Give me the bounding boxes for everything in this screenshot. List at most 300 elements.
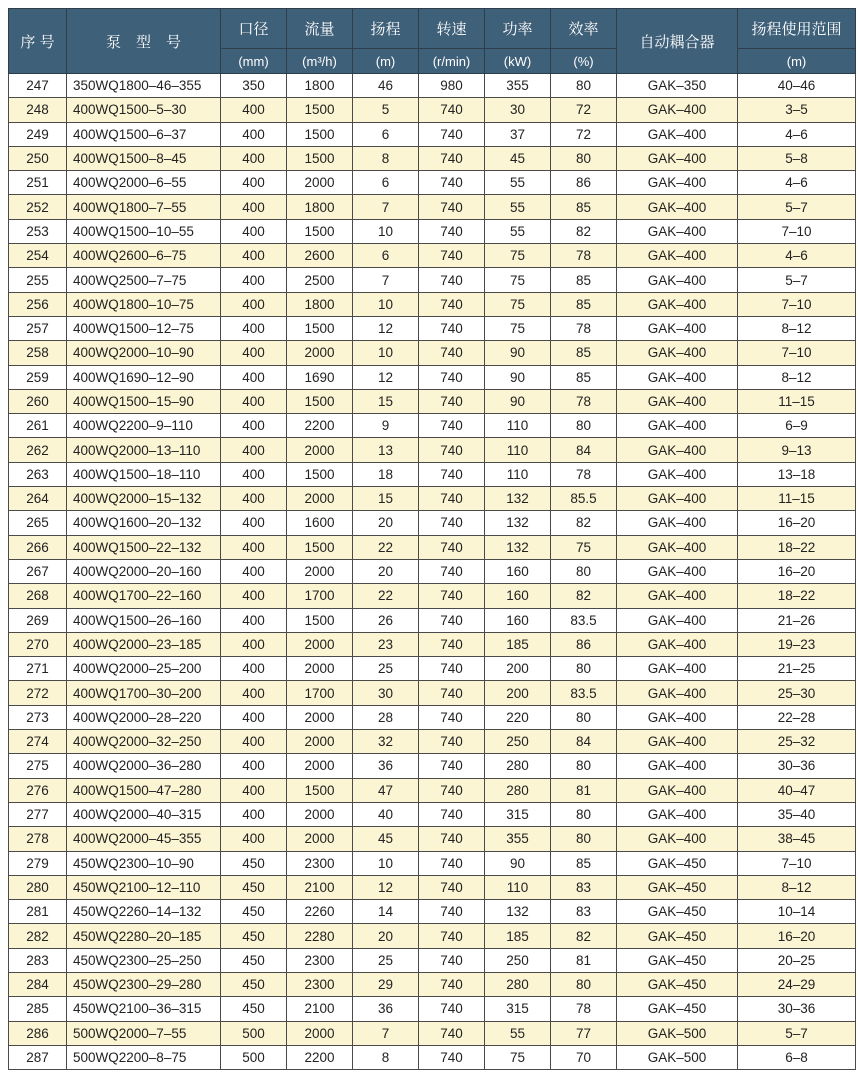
table-row (9, 657, 856, 681)
cell-seq: 255 (9, 268, 67, 292)
cell-speed: 740 (419, 972, 485, 996)
cell-efficiency: 85 (551, 292, 617, 316)
cell-flow: 1500 (287, 389, 353, 413)
cell-efficiency: 78 (551, 997, 617, 1021)
cell-speed: 740 (419, 657, 485, 681)
cell-seq: 277 (9, 802, 67, 826)
cell-flow: 2000 (287, 171, 353, 195)
cell-efficiency: 80 (551, 414, 617, 438)
header-efficiency: 效率 (551, 9, 617, 49)
cell-head: 7 (353, 1021, 419, 1045)
cell-efficiency: 84 (551, 438, 617, 462)
table-row (9, 535, 856, 559)
cell-head: 12 (353, 365, 419, 389)
cell-power: 90 (485, 851, 551, 875)
cell-power: 55 (485, 219, 551, 243)
table-row (9, 1045, 856, 1069)
cell-diameter: 400 (221, 535, 287, 559)
cell-speed: 740 (419, 1045, 485, 1069)
cell-seq: 262 (9, 438, 67, 462)
cell-power: 132 (485, 511, 551, 535)
table-row (9, 948, 856, 972)
cell-power: 160 (485, 559, 551, 583)
cell-diameter: 400 (221, 730, 287, 754)
cell-head: 47 (353, 778, 419, 802)
cell-head-range: 5–8 (738, 146, 856, 170)
cell-seq: 265 (9, 511, 67, 535)
table-row (9, 292, 856, 316)
unit-efficiency: (%) (551, 49, 617, 74)
cell-speed: 740 (419, 122, 485, 146)
cell-model: 400WQ1500–18–110 (67, 462, 221, 486)
cell-efficiency: 80 (551, 827, 617, 851)
cell-efficiency: 80 (551, 754, 617, 778)
cell-power: 250 (485, 730, 551, 754)
cell-model: 400WQ1700–22–160 (67, 584, 221, 608)
cell-speed: 740 (419, 487, 485, 511)
cell-efficiency: 80 (551, 559, 617, 583)
cell-seq: 284 (9, 972, 67, 996)
cell-flow: 1500 (287, 462, 353, 486)
cell-power: 110 (485, 438, 551, 462)
cell-power: 110 (485, 414, 551, 438)
cell-head: 26 (353, 608, 419, 632)
cell-power: 75 (485, 244, 551, 268)
cell-flow: 1500 (287, 778, 353, 802)
cell-flow: 1500 (287, 98, 353, 122)
cell-power: 90 (485, 365, 551, 389)
cell-diameter: 400 (221, 316, 287, 340)
cell-speed: 740 (419, 875, 485, 899)
cell-seq: 273 (9, 705, 67, 729)
cell-head-range: 4–6 (738, 122, 856, 146)
cell-speed: 740 (419, 705, 485, 729)
cell-model: 400WQ2200–9–110 (67, 414, 221, 438)
cell-model: 350WQ1800–46–355 (67, 74, 221, 98)
cell-coupler: GAK–400 (617, 535, 738, 559)
cell-flow: 2000 (287, 632, 353, 656)
cell-coupler: GAK–400 (617, 632, 738, 656)
cell-efficiency: 78 (551, 316, 617, 340)
header-flow: 流量 (287, 9, 353, 49)
cell-seq: 264 (9, 487, 67, 511)
cell-efficiency: 84 (551, 730, 617, 754)
cell-head: 30 (353, 681, 419, 705)
cell-seq: 250 (9, 146, 67, 170)
cell-coupler: GAK–400 (617, 244, 738, 268)
cell-speed: 740 (419, 244, 485, 268)
cell-seq: 275 (9, 754, 67, 778)
cell-coupler: GAK–400 (617, 462, 738, 486)
cell-speed: 740 (419, 632, 485, 656)
cell-head-range: 13–18 (738, 462, 856, 486)
cell-speed: 740 (419, 389, 485, 413)
cell-flow: 2300 (287, 972, 353, 996)
cell-flow: 1500 (287, 535, 353, 559)
cell-head-range: 4–6 (738, 171, 856, 195)
cell-seq: 258 (9, 341, 67, 365)
cell-coupler: GAK–400 (617, 389, 738, 413)
cell-head: 6 (353, 244, 419, 268)
cell-speed: 740 (419, 997, 485, 1021)
cell-power: 75 (485, 1045, 551, 1069)
cell-efficiency: 82 (551, 924, 617, 948)
cell-coupler: GAK–400 (617, 98, 738, 122)
cell-head: 10 (353, 851, 419, 875)
cell-speed: 740 (419, 462, 485, 486)
cell-flow: 1700 (287, 584, 353, 608)
cell-model: 400WQ1500–26–160 (67, 608, 221, 632)
cell-diameter: 450 (221, 972, 287, 996)
cell-seq: 249 (9, 122, 67, 146)
cell-flow: 2300 (287, 851, 353, 875)
cell-speed: 740 (419, 827, 485, 851)
cell-head: 40 (353, 802, 419, 826)
cell-model: 400WQ1500–15–90 (67, 389, 221, 413)
cell-flow: 2200 (287, 1045, 353, 1069)
cell-model: 400WQ1690–12–90 (67, 365, 221, 389)
cell-flow: 1690 (287, 365, 353, 389)
cell-coupler: GAK–500 (617, 1045, 738, 1069)
cell-diameter: 400 (221, 584, 287, 608)
cell-model: 400WQ2000–15–132 (67, 487, 221, 511)
cell-speed: 740 (419, 195, 485, 219)
cell-head: 13 (353, 438, 419, 462)
cell-coupler: GAK–500 (617, 1021, 738, 1045)
cell-head-range: 8–12 (738, 365, 856, 389)
cell-efficiency: 83 (551, 900, 617, 924)
cell-efficiency: 85 (551, 268, 617, 292)
cell-head: 22 (353, 584, 419, 608)
cell-model: 500WQ2200–8–75 (67, 1045, 221, 1069)
cell-flow: 1800 (287, 195, 353, 219)
cell-head-range: 24–29 (738, 972, 856, 996)
table-row (9, 146, 856, 170)
cell-coupler: GAK–450 (617, 924, 738, 948)
cell-coupler: GAK–400 (617, 705, 738, 729)
cell-speed: 740 (419, 802, 485, 826)
cell-diameter: 400 (221, 389, 287, 413)
cell-flow: 2500 (287, 268, 353, 292)
cell-power: 200 (485, 681, 551, 705)
cell-speed: 740 (419, 608, 485, 632)
cell-model: 400WQ2000–25–200 (67, 657, 221, 681)
table-row (9, 632, 856, 656)
cell-power: 132 (485, 900, 551, 924)
cell-power: 220 (485, 705, 551, 729)
cell-speed: 740 (419, 438, 485, 462)
cell-power: 75 (485, 268, 551, 292)
cell-head: 29 (353, 972, 419, 996)
cell-head: 32 (353, 730, 419, 754)
cell-model: 450WQ2280–20–185 (67, 924, 221, 948)
cell-diameter: 400 (221, 657, 287, 681)
cell-head-range: 19–23 (738, 632, 856, 656)
table-row (9, 219, 856, 243)
cell-seq: 279 (9, 851, 67, 875)
cell-power: 280 (485, 754, 551, 778)
cell-speed: 740 (419, 171, 485, 195)
cell-diameter: 450 (221, 997, 287, 1021)
header-coupler: 自动耦合器 (617, 9, 738, 74)
cell-model: 400WQ1800–10–75 (67, 292, 221, 316)
cell-power: 45 (485, 146, 551, 170)
cell-seq: 256 (9, 292, 67, 316)
cell-diameter: 500 (221, 1045, 287, 1069)
cell-coupler: GAK–400 (617, 827, 738, 851)
cell-head: 22 (353, 535, 419, 559)
cell-seq: 285 (9, 997, 67, 1021)
cell-seq: 252 (9, 195, 67, 219)
cell-diameter: 400 (221, 268, 287, 292)
cell-diameter: 400 (221, 365, 287, 389)
cell-coupler: GAK–400 (617, 778, 738, 802)
cell-efficiency: 83.5 (551, 608, 617, 632)
cell-head: 14 (353, 900, 419, 924)
cell-head-range: 20–25 (738, 948, 856, 972)
cell-power: 315 (485, 802, 551, 826)
cell-efficiency: 81 (551, 778, 617, 802)
cell-flow: 2000 (287, 802, 353, 826)
cell-model: 500WQ2000–7–55 (67, 1021, 221, 1045)
cell-power: 37 (485, 122, 551, 146)
cell-head: 5 (353, 98, 419, 122)
cell-head: 36 (353, 997, 419, 1021)
cell-head: 25 (353, 948, 419, 972)
cell-speed: 740 (419, 414, 485, 438)
cell-head-range: 30–36 (738, 997, 856, 1021)
cell-model: 400WQ1600–20–132 (67, 511, 221, 535)
cell-head: 10 (353, 292, 419, 316)
unit-diameter: (mm) (221, 49, 287, 74)
cell-power: 132 (485, 535, 551, 559)
cell-flow: 2100 (287, 997, 353, 1021)
table-row (9, 487, 856, 511)
cell-efficiency: 80 (551, 705, 617, 729)
cell-head-range: 6–8 (738, 1045, 856, 1069)
header-diameter: 口径 (221, 9, 287, 49)
cell-head: 36 (353, 754, 419, 778)
cell-diameter: 400 (221, 414, 287, 438)
cell-flow: 2000 (287, 438, 353, 462)
cell-head: 25 (353, 657, 419, 681)
cell-coupler: GAK–400 (617, 292, 738, 316)
cell-flow: 2000 (287, 1021, 353, 1045)
cell-seq: 251 (9, 171, 67, 195)
cell-efficiency: 82 (551, 511, 617, 535)
table-row (9, 778, 856, 802)
cell-seq: 271 (9, 657, 67, 681)
cell-head-range: 3–5 (738, 98, 856, 122)
cell-speed: 740 (419, 559, 485, 583)
cell-efficiency: 80 (551, 802, 617, 826)
cell-efficiency: 81 (551, 948, 617, 972)
cell-seq: 278 (9, 827, 67, 851)
table-row (9, 584, 856, 608)
unit-head: (m) (353, 49, 419, 74)
cell-seq: 270 (9, 632, 67, 656)
cell-diameter: 400 (221, 632, 287, 656)
cell-power: 30 (485, 98, 551, 122)
cell-diameter: 400 (221, 778, 287, 802)
cell-model: 400WQ2000–6–55 (67, 171, 221, 195)
cell-flow: 2000 (287, 657, 353, 681)
cell-speed: 740 (419, 948, 485, 972)
cell-efficiency: 72 (551, 122, 617, 146)
cell-speed: 740 (419, 292, 485, 316)
cell-head-range: 11–15 (738, 487, 856, 511)
cell-head-range: 11–15 (738, 389, 856, 413)
table-row (9, 438, 856, 462)
cell-speed: 740 (419, 535, 485, 559)
table-row (9, 875, 856, 899)
cell-flow: 2000 (287, 487, 353, 511)
cell-speed: 740 (419, 365, 485, 389)
cell-coupler: GAK–450 (617, 948, 738, 972)
cell-head-range: 40–46 (738, 74, 856, 98)
cell-diameter: 400 (221, 171, 287, 195)
cell-efficiency: 85 (551, 341, 617, 365)
cell-diameter: 500 (221, 1021, 287, 1045)
table-row (9, 1021, 856, 1045)
cell-head: 6 (353, 122, 419, 146)
table-row (9, 462, 856, 486)
cell-power: 132 (485, 487, 551, 511)
cell-coupler: GAK–400 (617, 146, 738, 170)
cell-head-range: 7–10 (738, 219, 856, 243)
cell-model: 400WQ2000–45–355 (67, 827, 221, 851)
cell-speed: 740 (419, 754, 485, 778)
cell-diameter: 400 (221, 511, 287, 535)
cell-seq: 259 (9, 365, 67, 389)
cell-flow: 2100 (287, 875, 353, 899)
cell-power: 185 (485, 632, 551, 656)
cell-coupler: GAK–400 (617, 657, 738, 681)
cell-head-range: 7–10 (738, 292, 856, 316)
cell-head-range: 16–20 (738, 511, 856, 535)
cell-head: 23 (353, 632, 419, 656)
cell-head-range: 7–10 (738, 341, 856, 365)
cell-seq: 269 (9, 608, 67, 632)
cell-head-range: 9–13 (738, 438, 856, 462)
cell-efficiency: 78 (551, 462, 617, 486)
cell-diameter: 400 (221, 559, 287, 583)
cell-flow: 1500 (287, 122, 353, 146)
cell-efficiency: 70 (551, 1045, 617, 1069)
cell-diameter: 400 (221, 219, 287, 243)
cell-seq: 253 (9, 219, 67, 243)
cell-model: 450WQ2100–36–315 (67, 997, 221, 1021)
cell-model: 400WQ2000–13–110 (67, 438, 221, 462)
cell-diameter: 400 (221, 98, 287, 122)
cell-model: 450WQ2260–14–132 (67, 900, 221, 924)
cell-speed: 740 (419, 681, 485, 705)
cell-model: 450WQ2300–29–280 (67, 972, 221, 996)
cell-coupler: GAK–400 (617, 195, 738, 219)
cell-head: 8 (353, 146, 419, 170)
cell-seq: 276 (9, 778, 67, 802)
cell-coupler: GAK–400 (617, 438, 738, 462)
cell-flow: 2260 (287, 900, 353, 924)
table-row (9, 730, 856, 754)
cell-efficiency: 83.5 (551, 681, 617, 705)
cell-flow: 1700 (287, 681, 353, 705)
cell-model: 400WQ1500–12–75 (67, 316, 221, 340)
cell-speed: 740 (419, 316, 485, 340)
cell-coupler: GAK–450 (617, 851, 738, 875)
cell-diameter: 400 (221, 487, 287, 511)
cell-flow: 2000 (287, 559, 353, 583)
cell-model: 400WQ1500–47–280 (67, 778, 221, 802)
cell-power: 110 (485, 875, 551, 899)
cell-coupler: GAK–400 (617, 681, 738, 705)
cell-head-range: 7–10 (738, 851, 856, 875)
header-model: 泵 型 号 (67, 9, 221, 74)
cell-efficiency: 80 (551, 146, 617, 170)
cell-power: 55 (485, 171, 551, 195)
cell-efficiency: 82 (551, 584, 617, 608)
cell-seq: 263 (9, 462, 67, 486)
cell-efficiency: 80 (551, 74, 617, 98)
cell-diameter: 350 (221, 74, 287, 98)
cell-coupler: GAK–400 (617, 268, 738, 292)
cell-head-range: 16–20 (738, 924, 856, 948)
cell-speed: 740 (419, 146, 485, 170)
cell-seq: 267 (9, 559, 67, 583)
cell-head: 28 (353, 705, 419, 729)
cell-efficiency: 85 (551, 365, 617, 389)
cell-speed: 740 (419, 924, 485, 948)
cell-model: 400WQ2000–36–280 (67, 754, 221, 778)
header-power: 功率 (485, 9, 551, 49)
cell-model: 400WQ2600–6–75 (67, 244, 221, 268)
cell-power: 280 (485, 972, 551, 996)
cell-head: 10 (353, 341, 419, 365)
cell-efficiency: 77 (551, 1021, 617, 1045)
cell-model: 400WQ1700–30–200 (67, 681, 221, 705)
cell-model: 400WQ1500–22–132 (67, 535, 221, 559)
table-row (9, 608, 856, 632)
cell-power: 185 (485, 924, 551, 948)
cell-coupler: GAK–400 (617, 802, 738, 826)
cell-flow: 2280 (287, 924, 353, 948)
cell-head-range: 5–7 (738, 195, 856, 219)
cell-efficiency: 78 (551, 389, 617, 413)
cell-head-range: 38–45 (738, 827, 856, 851)
cell-coupler: GAK–400 (617, 122, 738, 146)
cell-power: 55 (485, 1021, 551, 1045)
header-seq: 序 号 (9, 9, 67, 74)
cell-efficiency: 86 (551, 171, 617, 195)
cell-head-range: 5–7 (738, 268, 856, 292)
cell-flow: 2000 (287, 341, 353, 365)
cell-flow: 1800 (287, 292, 353, 316)
pump-spec-table (8, 8, 856, 1070)
cell-head: 45 (353, 827, 419, 851)
cell-diameter: 400 (221, 122, 287, 146)
cell-model: 400WQ1500–10–55 (67, 219, 221, 243)
cell-diameter: 400 (221, 802, 287, 826)
table-row (9, 754, 856, 778)
cell-seq: 248 (9, 98, 67, 122)
cell-coupler: GAK–400 (617, 487, 738, 511)
cell-coupler: GAK–400 (617, 584, 738, 608)
table-row (9, 972, 856, 996)
cell-head: 15 (353, 487, 419, 511)
cell-seq: 257 (9, 316, 67, 340)
cell-coupler: GAK–450 (617, 900, 738, 924)
cell-head: 18 (353, 462, 419, 486)
